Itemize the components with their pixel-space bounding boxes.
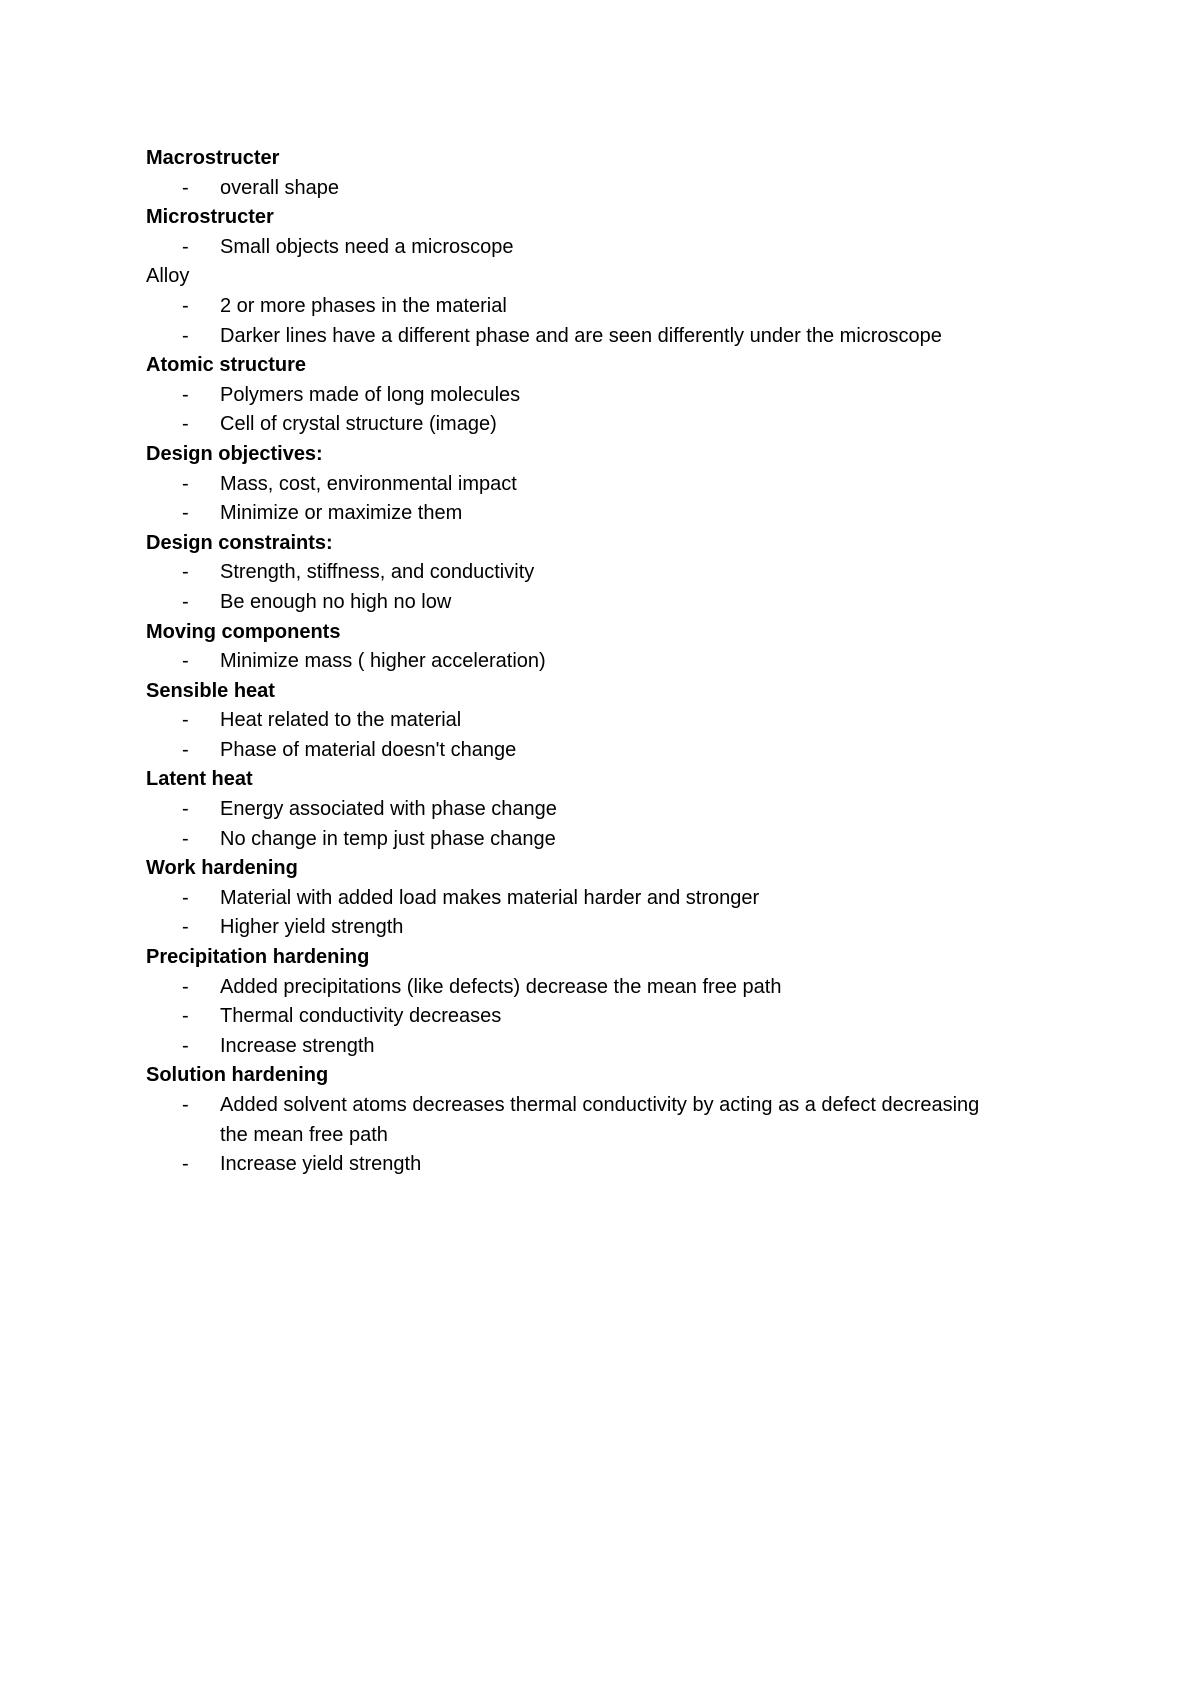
bullet-dash: - (182, 324, 189, 347)
bullet-dash: - (182, 916, 189, 939)
section-precipitation-hardening (146, 943, 1066, 1061)
list-item (146, 174, 1066, 204)
bullet-dash: - (182, 472, 189, 495)
section-heading: Atomic structure (146, 354, 307, 377)
list-item (146, 647, 1066, 677)
section-heading: Latent heat (146, 768, 253, 791)
bullet-list (146, 558, 1066, 617)
bullet-dash: - (182, 561, 189, 584)
bullet-dash: - (182, 1005, 189, 1028)
list-item (146, 588, 1066, 618)
bullet-text: Strength, stiffness, and conductivity (220, 561, 535, 584)
list-item (146, 1091, 1066, 1150)
list-item (146, 1150, 1066, 1180)
bullet-dash: - (182, 502, 189, 525)
bullet-dash: - (182, 1034, 189, 1057)
section-atomic-structure (146, 351, 1066, 440)
bullet-list (146, 706, 1066, 765)
bullet-list (146, 470, 1066, 529)
bullet-text: 2 or more phases in the material (220, 294, 507, 317)
bullet-text: Thermal conductivity decreases (220, 1005, 502, 1028)
section-heading: Design constraints: (146, 531, 333, 554)
list-item (146, 884, 1066, 914)
list-item (146, 292, 1066, 322)
bullet-dash: - (182, 650, 189, 673)
list-item (146, 558, 1066, 588)
section-heading: Alloy (146, 265, 190, 288)
section-heading: Microstructer (146, 206, 274, 229)
bullet-text: Energy associated with phase change (220, 798, 557, 821)
bullet-text: Increase strength (220, 1034, 375, 1057)
list-item (146, 381, 1066, 411)
bullet-text: Polymers made of long molecules (220, 383, 521, 406)
bullet-text: No change in temp just phase change (220, 827, 556, 850)
bullet-text: Added precipitations (like defects) decrease the mean free path (220, 975, 782, 998)
list-item (146, 736, 1066, 766)
bullet-dash: - (182, 413, 189, 436)
bullet-dash: - (182, 975, 189, 998)
section-sensible-heat (146, 677, 1066, 766)
bullet-text: Small objects need a microscope (220, 235, 514, 258)
bullet-list (146, 292, 1066, 351)
list-item (146, 913, 1066, 943)
section-heading: Precipitation hardening (146, 946, 370, 969)
section-heading: Design objectives: (146, 442, 323, 465)
section-microstructer (146, 203, 1066, 262)
section-heading: Solution hardening (146, 1064, 329, 1087)
list-item (146, 706, 1066, 736)
bullet-text: Mass, cost, environmental impact (220, 472, 517, 495)
bullet-text: Minimize or maximize them (220, 502, 463, 525)
section-heading: Sensible heat (146, 679, 275, 702)
bullet-dash: - (182, 1094, 189, 1116)
bullet-text: Darker lines have a different phase and are seen differently under the microscope (220, 324, 942, 347)
bullet-text: overall shape (220, 176, 339, 199)
section-alloy (146, 262, 1066, 351)
bullet-list (146, 647, 1066, 677)
bullet-list (146, 233, 1066, 263)
section-heading: Macrostructer (146, 147, 280, 169)
list-item (146, 470, 1066, 500)
list-item (146, 322, 1066, 352)
bullet-dash: - (182, 176, 189, 199)
section-heading: Work hardening (146, 857, 298, 880)
section-moving-components (146, 618, 1066, 677)
bullet-dash: - (182, 294, 189, 317)
bullet-dash: - (182, 827, 189, 850)
bullet-text: Higher yield strength (220, 916, 404, 939)
bullet-dash: - (182, 1153, 189, 1176)
bullet-dash: - (182, 590, 189, 613)
bullet-list (146, 973, 1066, 1062)
bullet-list (146, 381, 1066, 440)
bullet-dash: - (182, 738, 189, 761)
section-solution-hardening (146, 1061, 1066, 1179)
bullet-dash: - (182, 383, 189, 406)
bullet-list (146, 174, 1066, 204)
list-item (146, 795, 1066, 825)
list-item (146, 499, 1066, 529)
bullet-text: Be enough no high no low (220, 590, 452, 613)
bullet-text: Phase of material doesn't change (220, 738, 517, 761)
section-heading: Moving components (146, 620, 341, 643)
bullet-list (146, 795, 1066, 854)
bullet-dash: - (182, 798, 189, 821)
bullet-text: Added solvent atoms decreases thermal conductivity by acting as a defect decreasing the mean free path (220, 1094, 980, 1146)
list-item (146, 1032, 1066, 1062)
bullet-text: Increase yield strength (220, 1153, 422, 1176)
bullet-dash: - (182, 886, 189, 909)
bullet-text: Minimize mass ( higher acceleration) (220, 650, 546, 673)
section-design-constraints (146, 529, 1066, 618)
bullet-text: Material with added load makes material harder and stronger (220, 886, 760, 909)
bullet-dash: - (182, 235, 189, 258)
bullet-list (146, 884, 1066, 943)
list-item (146, 233, 1066, 263)
section-work-hardening (146, 854, 1066, 943)
section-design-objectives (146, 440, 1066, 529)
bullet-text: Heat related to the material (220, 709, 462, 732)
bullet-dash: - (182, 709, 189, 732)
list-item (146, 825, 1066, 855)
section-latent-heat (146, 765, 1066, 854)
list-item (146, 410, 1066, 440)
bullet-text: Cell of crystal structure (image) (220, 413, 497, 436)
section-macrostructer (146, 144, 1066, 203)
list-item (146, 1002, 1066, 1032)
list-item (146, 973, 1066, 1003)
document-page (146, 144, 1066, 1180)
bullet-list (146, 1091, 1066, 1180)
